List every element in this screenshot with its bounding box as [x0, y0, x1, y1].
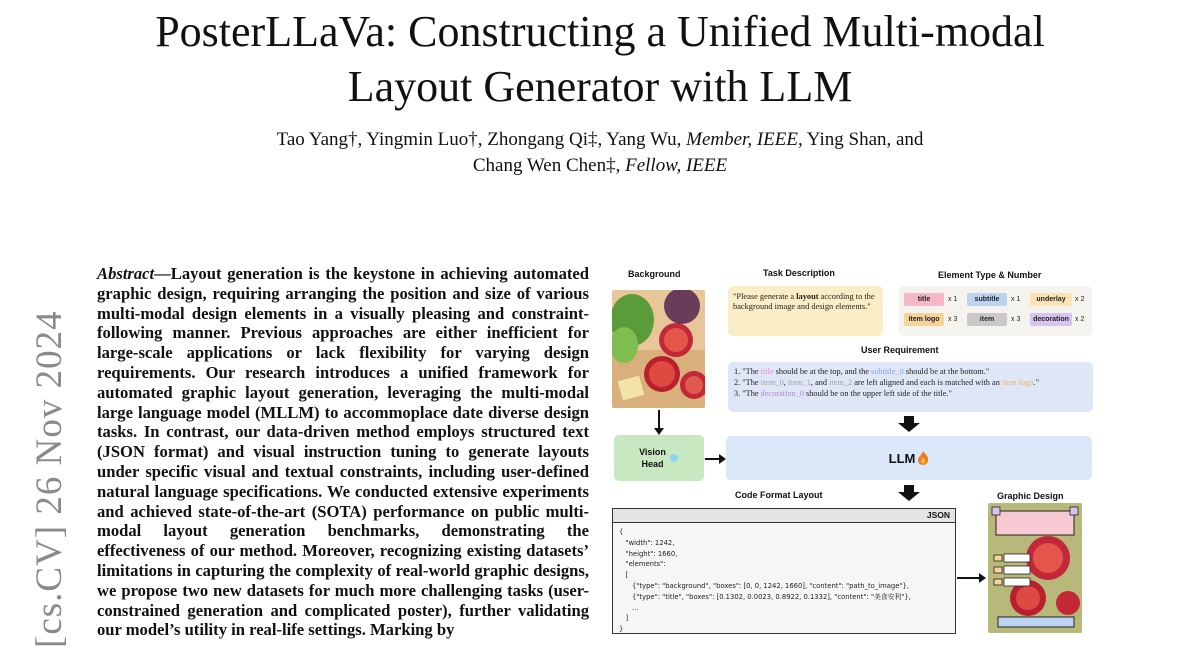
task-text: according to the background image and design elements." — [733, 292, 875, 311]
task-text: "Please generate a — [733, 292, 797, 301]
req-text: , and — [810, 378, 830, 387]
arxiv-side-stamp: [cs.CV] 26 Nov 2024 — [29, 310, 70, 648]
framework-figure — [608, 262, 1098, 648]
abstract — [97, 264, 589, 640]
vision-head-box — [614, 435, 704, 481]
arrow-right-line — [957, 577, 981, 579]
label-user-requirement: User Requirement — [861, 345, 939, 355]
arrow-down-icon — [898, 416, 920, 432]
element-tag-item-logo: item logo — [904, 313, 944, 326]
element-type-box — [899, 286, 1092, 336]
label-graphic-design: Graphic Design — [997, 491, 1064, 501]
paper-title-line-2: Layout Generator with LLM — [347, 62, 853, 111]
membership-text: Fellow, IEEE — [625, 155, 728, 176]
req-text: 1. "The — [734, 367, 761, 376]
authors-text: Tao Yang†, Yingmin Luo†, Zhongang Qi‡, Yang Wu, — [276, 129, 687, 150]
element-tag-item: item — [967, 313, 1007, 326]
authors-text: Ying Shan, and — [802, 129, 924, 150]
req-keyword: item_0 — [760, 378, 784, 387]
label-task-description: Task Description — [763, 268, 835, 278]
authors-text: Chang Wen Chen‡, — [472, 155, 626, 176]
req-text: 3. "The — [734, 389, 761, 398]
req-text: , — [783, 378, 788, 387]
req-keyword: subtitle_0 — [871, 367, 904, 376]
requirement-3 — [734, 388, 1087, 399]
requirement-2 — [734, 377, 1087, 388]
element-count: x 1 — [1011, 296, 1021, 303]
req-keyword: item_2 — [829, 378, 853, 387]
req-keyword: decoration_0 — [760, 389, 804, 398]
element-count: x 3 — [1011, 316, 1021, 323]
element-count: x 3 — [948, 316, 958, 323]
req-text: should be at the bottom." — [903, 367, 990, 376]
code-header: JSON — [613, 509, 955, 523]
element-count: x 1 — [948, 296, 958, 303]
req-keyword: item logo — [1001, 378, 1034, 387]
req-keyword: title — [760, 367, 774, 376]
llm-label: LLM — [888, 450, 916, 466]
req-text: are left aligned and each is matched with an — [852, 378, 1002, 387]
label-code-format: Code Format Layout — [735, 490, 823, 500]
membership-text: Member, IEEE, — [686, 129, 803, 150]
llm-box — [726, 436, 1092, 480]
snowflake-icon — [669, 453, 679, 463]
element-tag-subtitle: subtitle — [967, 293, 1007, 306]
paper-title-line-1: PosterLLaVa: Constructing a Unified Multi-modal — [155, 7, 1045, 56]
author-list-line-2 — [0, 153, 1200, 179]
element-count: x 2 — [1075, 316, 1085, 323]
background-photo — [612, 290, 705, 408]
label-element-type: Element Type & Number — [938, 270, 1042, 280]
arrow-down-icon — [898, 485, 920, 501]
element-tag-decoration: decoration — [1030, 313, 1072, 326]
arrow-head-icon — [979, 573, 987, 583]
arrow-down-line — [658, 410, 660, 430]
requirement-1 — [734, 366, 1087, 377]
element-tag-underlay: underlay — [1030, 293, 1072, 306]
req-text: should be at the top, and the — [773, 367, 872, 376]
code-format-box — [612, 508, 956, 634]
graphic-design-preview — [988, 503, 1082, 633]
abstract-body: —Layout generation is the keystone in achieving automated graphic design, requiring arranging the position and size of various multi-modal design elements in a visually pleasing and constraint-following manner. Previous approaches are either inefficient for large-scale applications or lack flexibility for varying design requirements. Our research introduces a unified framework for automated graphic layout generation, leveraging the multi-modal large language model (MLLM) to accommoplace date diverse design tasks. In contrast, our data-driven method employs structured text (JSON format) and visual instruction tuning to generate layouts under specific visual and textual constraints, including user-defined natural language specifications. We conducted extensive experiments and achieved state-of-the-art (SOTA) performance on public multi-modal layout generation benchmarks, demonstrating the effectiveness of our method. Moreover, recognizing existing datasets’ limitations in capturing the complexity of real-world graphic designs, we propose two new datasets for much more challenging tasks (user-constrained generation and complicated poster), further validating our model’s utility in real-life settings. Marking by — [97, 264, 589, 640]
req-text: 2. "The — [734, 378, 761, 387]
element-count: x 2 — [1075, 296, 1085, 303]
fire-icon — [917, 451, 929, 465]
author-list-line-1 — [0, 127, 1200, 153]
task-keyword: layout — [796, 292, 819, 301]
code-content: { "width": 1242, "height": 1660, "elements": [ {"type": "background", "boxes": [0, 0, 1242, 1660], "content": "path_to_image"}, {"type": "title", "boxes": [0.1302, 0.0023, 0.8922, 0.1332], "content": "美食安利"}, ... ] } — [619, 528, 911, 634]
abstract-heading: Abstract — [97, 264, 155, 283]
task-description-box — [728, 286, 883, 336]
req-keyword: item_1 — [787, 378, 811, 387]
user-requirement-box — [728, 362, 1093, 412]
element-tag-title: title — [904, 293, 944, 306]
label-background: Background — [628, 269, 681, 279]
req-text: ." — [1033, 378, 1039, 387]
req-text: should be on the upper left side of the title." — [803, 389, 952, 398]
vision-head-label: Vision Head — [639, 447, 666, 469]
